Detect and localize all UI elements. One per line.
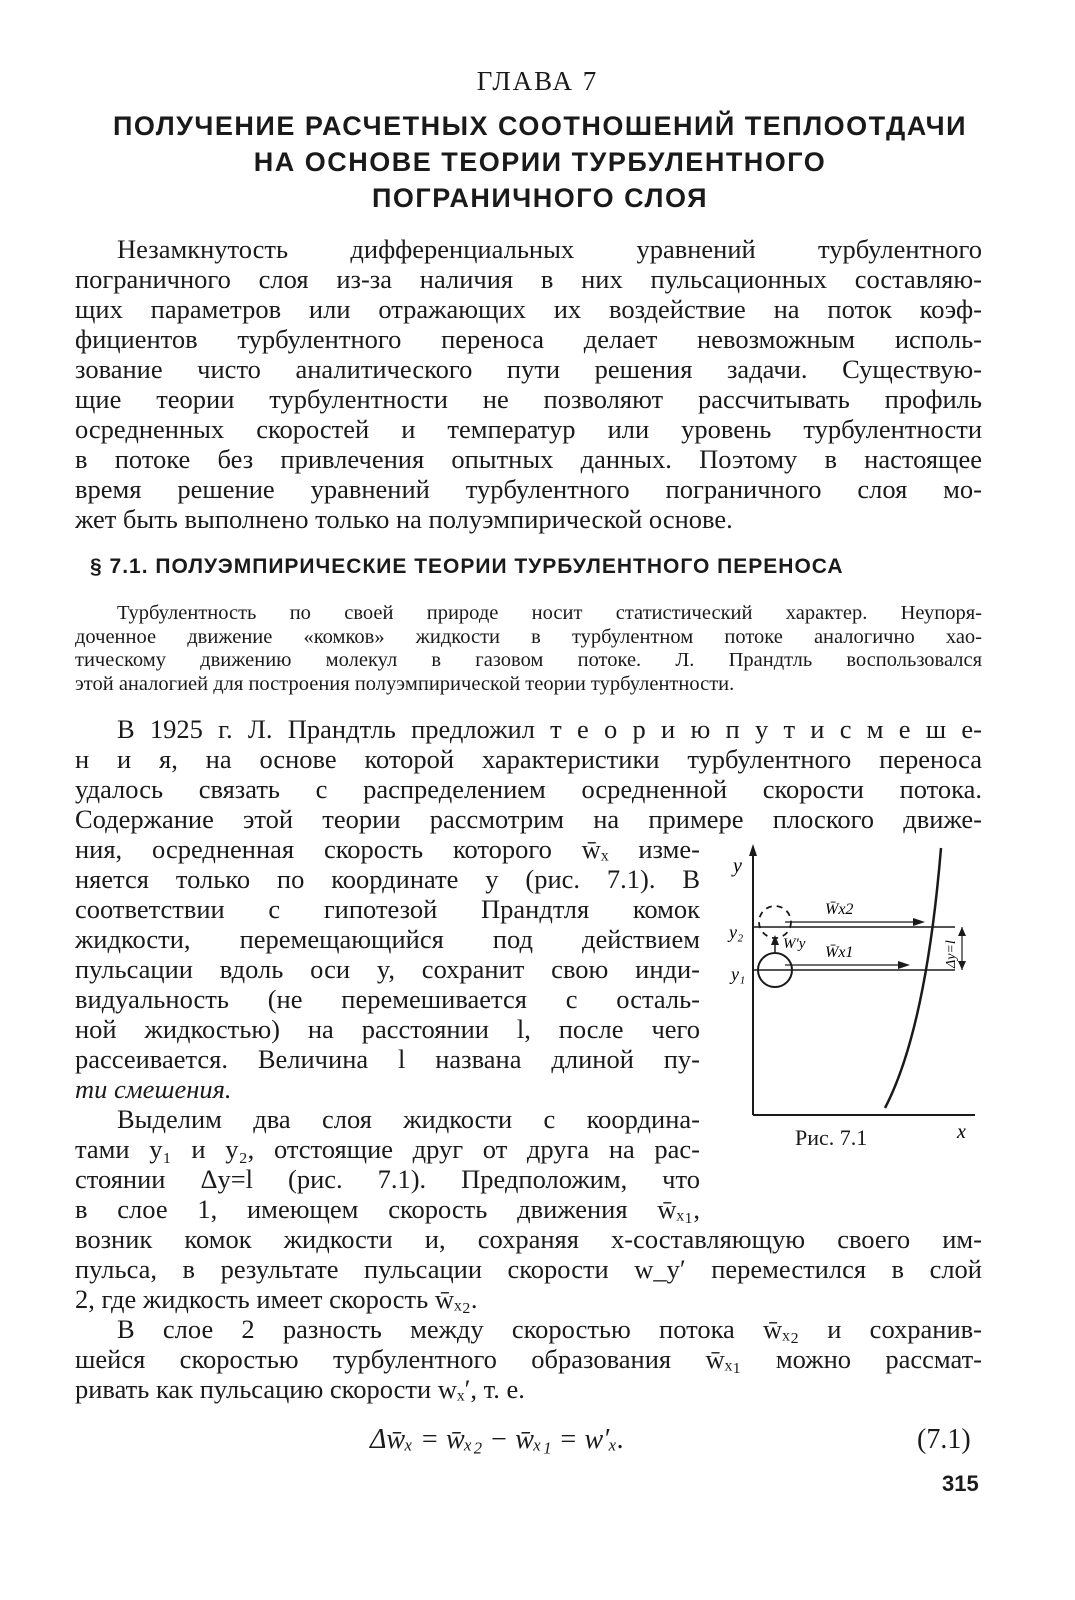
text-line: ти смешения.	[75, 1074, 232, 1104]
text-line: няется только по координате y (рис. 7.1). В	[75, 864, 700, 894]
text-line: ния, осредненная скорость которого w̄ₓ изме-	[75, 834, 700, 864]
text-line: Выделим два слоя жидкости с координа-	[117, 1104, 700, 1134]
text-line: стоянии Δy=l (рис. 7.1). Предположим, что	[75, 1164, 700, 1194]
figure-7-1	[725, 840, 990, 1150]
text-line: жет быть выполнено только на полуэмпирической основе.	[75, 504, 733, 534]
text-line: соответствии с гипотезой Прандтля комок	[75, 894, 700, 924]
chapter-title	[90, 108, 990, 216]
text-line: шейся скоростью турбулентного образования w̄ₓ₁ можно рассмат-	[75, 1344, 982, 1374]
wy-arrowhead	[771, 935, 779, 945]
text-line: зование чисто аналитического пути решения задачи. Существую-	[75, 354, 982, 384]
text-line: Незамкнутость дифференциальных уравнений турбулентного	[117, 234, 982, 264]
figure-caption: Рис. 7.1	[795, 1125, 868, 1150]
dy-arrow-top	[958, 927, 966, 936]
text-line: время решение уравнений турбулентного пограничного слоя мо-	[75, 474, 982, 504]
text-line: видуальность (не перемешивается с осталь-	[75, 984, 700, 1014]
text-line: осредненных скоростей и температур или уровень турбулентности	[75, 414, 982, 444]
text-line: тическому движению молекул в газовом потоке. Л. Прандтль воспользовался	[75, 649, 982, 671]
dy-label: Δy=l	[944, 940, 959, 968]
dy-arrow-bottom	[958, 961, 966, 970]
text-line: пограничного слоя из-за наличия в них пульсационных составляю-	[75, 264, 982, 294]
y-axis-label: y	[733, 855, 742, 877]
text-line: В 1925 г. Л. Прандтль предложил т е о р и ю п у т и с м е ш е-	[117, 714, 982, 744]
body-paragraph-2-wrap	[75, 1224, 982, 1314]
chapter-title-line: ПОЛУЧЕНИЕ РАСЧЕТНЫХ СООТНОШЕНИЙ ТЕПЛООТДАЧИ	[112, 111, 968, 141]
text-line: н и я, на основе которой характеристики турбулентного переноса	[75, 744, 982, 774]
text-line: ной жидкостью) на расстоянии l, после чего	[75, 1014, 700, 1044]
wx2-label: W̄x2	[825, 901, 854, 918]
text-line: этой аналогией для построения полуэмпирической теории турбулентности.	[75, 672, 735, 695]
text-line: В слое 2 разность между скоростью потока w̄ₓ₂ и сохранив-	[117, 1314, 982, 1344]
chapter-title-line: НА ОСНОВЕ ТЕОРИИ ТУРБУЛЕНТНОГО	[253, 147, 827, 177]
text-line: в слое 1, имеющем скорость движения w̄ₓ₁,	[75, 1194, 700, 1224]
x-axis-label: x	[957, 1121, 966, 1143]
body-paragraph-1-wrap	[75, 834, 700, 1104]
body-paragraph-2	[75, 1104, 700, 1224]
section-summary	[75, 602, 982, 696]
text-line: Турбулентность по своей природе носит статистический характер. Неупоря-	[117, 602, 982, 624]
chapter-title-line: ПОГРАНИЧНОГО СЛОЯ	[372, 183, 708, 213]
body-paragraph-1	[75, 714, 982, 834]
y1-label: y₁	[731, 964, 746, 984]
text-line: доченное движение «комков» жидкости в турбулентном потоке аналогично хао-	[75, 625, 982, 648]
text-line: фициентов турбулентного переноса делает невозможным исполь-	[75, 324, 982, 354]
text-line: тами y₁ и y₂, отстоящие друг от друга на рас-	[75, 1134, 700, 1164]
text-line: ривать как пульсацию скорости wₓ′, т. е.	[75, 1374, 525, 1404]
text-line: щие теории турбулентности не позволяют рассчитывать профиль	[75, 384, 982, 414]
text-line: 2, где жидкость имеет скорость w̄ₓ₂.	[75, 1284, 478, 1314]
intro-paragraph	[75, 234, 982, 534]
text-line: щих параметров или отражающих их воздействие на поток коэф-	[75, 294, 982, 324]
wx1-label: W̄x1	[825, 944, 854, 961]
velocity-profile-curve	[885, 848, 941, 1108]
text-line: в потоке без привлечения опытных данных. Поэтому в настоящее	[75, 444, 982, 474]
y2-label: y₂	[729, 922, 744, 942]
text-line: возник комок жидкости и, сохраняя x-составляющую своего им-	[75, 1224, 982, 1254]
chapter-label: ГЛАВА 7	[476, 66, 599, 96]
y-axis-arrow	[749, 844, 757, 856]
text-line: жидкости, перемещающийся под действием	[75, 924, 700, 954]
text-line: пульса, в результате пульсации скорости w_y′ переместился в слой	[75, 1254, 982, 1284]
formula-7-1: Δw̄ₓ = w̄ₓ₂ − w̄ₓ₁ = w′ₓ.	[370, 1424, 625, 1455]
formula-number: (7.1)	[917, 1424, 971, 1455]
body-paragraph-3	[75, 1314, 982, 1404]
wx1-arrowhead	[898, 961, 910, 969]
text-line: рассеивается. Величина l названа длиной пу-	[75, 1044, 700, 1074]
section-heading: § 7.1. ПОЛУЭМПИРИЧЕСКИЕ ТЕОРИИ ТУРБУЛЕНТНОГО ПЕРЕНОСА	[90, 555, 844, 578]
text-line: пульсации вдоль оси y, сохранит свою инди-	[75, 954, 700, 984]
page-number: 315	[942, 1471, 979, 1496]
wy-label: W′y	[783, 936, 806, 952]
text-line: удалось связать с распределением осредненной скорости потока.	[75, 774, 982, 804]
wx2-arrowhead	[913, 918, 925, 926]
text-line: Содержание этой теории рассмотрим на примере плоского движе-	[75, 804, 982, 834]
